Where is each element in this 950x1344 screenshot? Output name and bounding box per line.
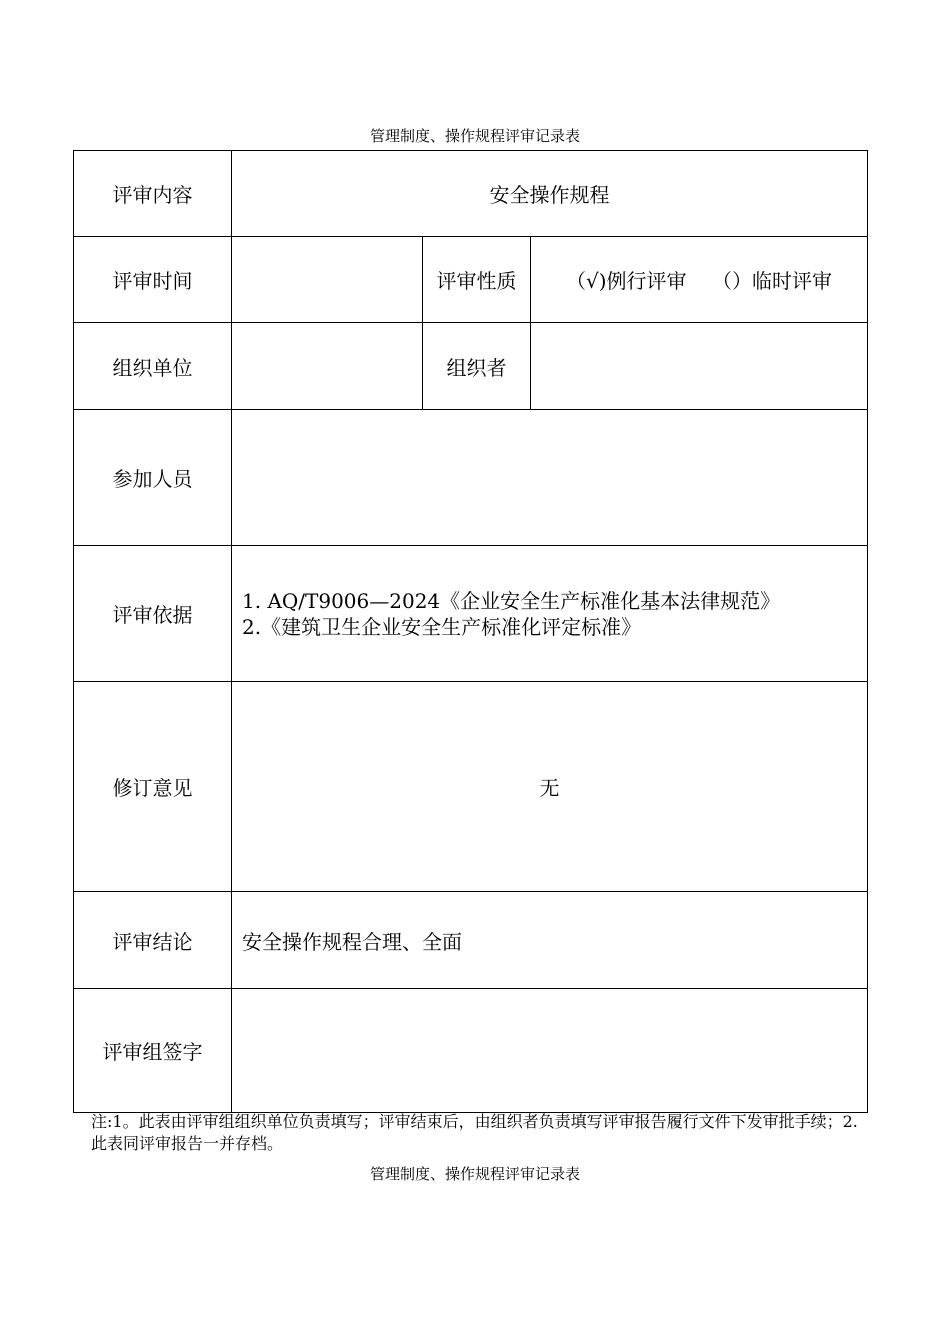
page-header: 管理制度、操作规程评审记录表 [369,127,580,145]
value-review-time [232,237,423,323]
label-review-time: 评审时间 [74,237,232,323]
row-review-conclusion [74,892,868,989]
label-organizer: 组织者 [423,323,531,410]
row-participants [74,410,868,546]
basis-line-2: 2.《建筑卫生企业安全生产标准化评定标准》 [242,614,642,639]
value-review-nature: （√)例行评审 （）临时评审 [531,237,868,323]
label-organizing-unit: 组织单位 [74,323,232,410]
value-review-content: 安全操作规程 [232,151,868,237]
value-organizing-unit [232,323,423,410]
value-organizer [531,323,868,410]
table-note: 注:1。此表由评审组组织单位负责填写；评审结束后，由组织者负责填写评审报告履行文件下发审批手续；2.此表同评审报告一并存档。 [91,1112,858,1153]
row-review-basis [74,546,868,682]
label-review-content: 评审内容 [74,151,232,237]
row-revision-opinion [74,682,868,892]
label-review-nature: 评审性质 [423,237,531,323]
label-review-basis: 评审依据 [74,546,232,682]
row-organizing-unit [74,323,868,410]
value-participants [232,410,868,546]
page-footer: 管理制度、操作规程评审记录表 [369,1165,580,1183]
value-review-signature [232,989,868,1113]
value-review-conclusion: 安全操作规程合理、全面 [232,892,868,989]
basis-line-1: 1. AQ/T9006—2024《企业安全生产标准化基本法律规范》 [242,588,781,613]
label-review-signature: 评审组签字 [74,989,232,1113]
row-review-time [74,237,868,323]
value-review-basis [232,546,868,682]
value-revision-opinion: 无 [232,682,868,892]
label-review-conclusion: 评审结论 [74,892,232,989]
label-revision-opinion: 修订意见 [74,682,232,892]
label-participants: 参加人员 [74,410,232,546]
review-record-table [73,150,868,1113]
row-review-signature [74,989,868,1113]
row-review-content [74,151,868,237]
